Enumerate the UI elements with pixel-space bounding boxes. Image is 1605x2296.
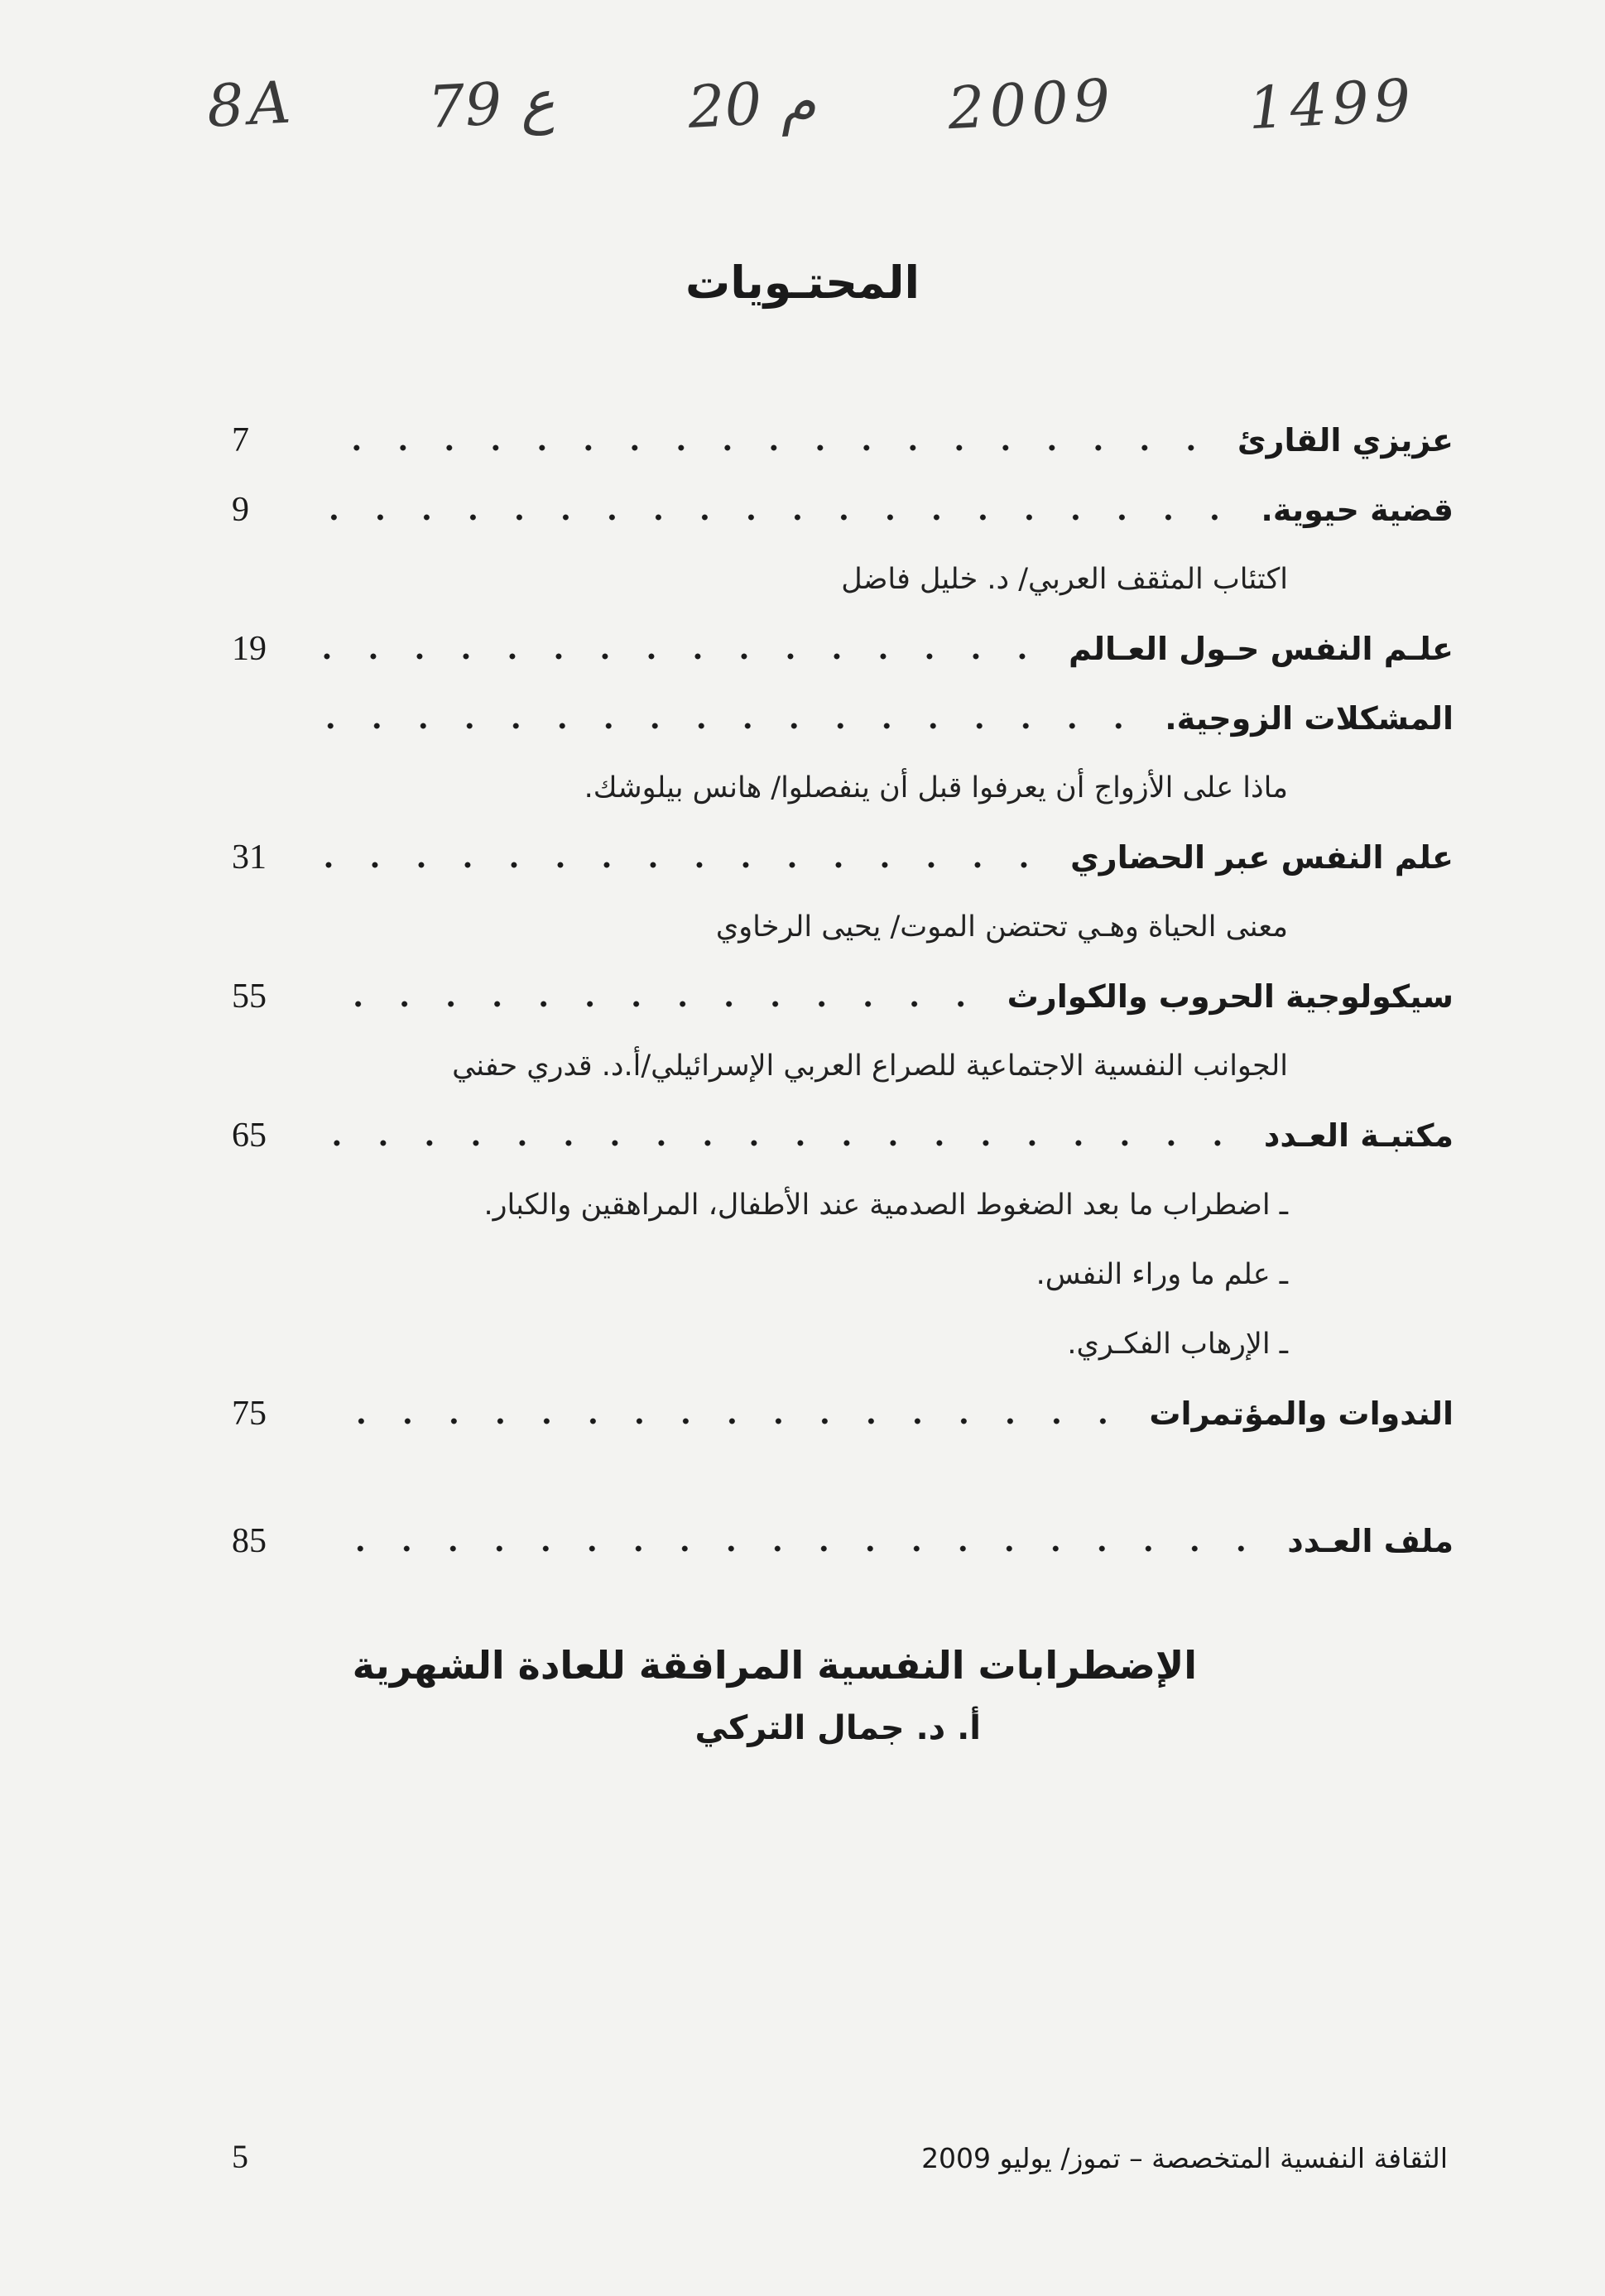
handwritten-note-3: م 20 [685, 67, 818, 142]
toc-entry-label: الجوانب النفسية الاجتماعية للصراع العربي الإسرائيلي/أ.د. قدري حفني [452, 1050, 1288, 1083]
footer-journal-info: الثقافة النفسية المتخصصة – تموز/ يوليو 2009 [921, 2142, 1448, 2174]
page-title: المحتـويات [685, 257, 920, 309]
toc-subentry [232, 1240, 1454, 1309]
dot-leader [321, 443, 1214, 453]
toc-entry-label: اكتئاب المثقف العربي/ د. خليل فاضل [841, 563, 1288, 596]
dot-leader [321, 721, 1141, 731]
toc-entry [232, 1101, 1454, 1170]
toc-entry-label: ـ اضطراب ما بعد الضغوط الصدمية عند الأطفال، المراهقين والكبار. [483, 1189, 1288, 1222]
toc-entry-label: علـم النفس حـول العـالم [1068, 631, 1454, 667]
toc-entry-label: مكتبـة العـدد [1263, 1117, 1454, 1154]
toc-subentry [232, 1170, 1454, 1240]
toc-entry-label: ملف العـدد [1287, 1523, 1454, 1559]
toc-entry-label: عزيزي القارئ [1237, 422, 1454, 459]
toc-page-number: 19 [232, 630, 267, 668]
toc-page-number: 7 [232, 421, 249, 459]
toc-entry-label: ماذا على الأزواج أن يعرفوا قبل أن ينفصلوا/ هانس بيلوشك. [584, 771, 1288, 805]
handwritten-note-5: 8A [204, 68, 298, 141]
toc-page-number: 85 [232, 1522, 267, 1560]
toc-entry-label: قضية حيوية. [1261, 492, 1454, 528]
toc-entry-label: معنى الحياة وهـي تحتضن الموت/ يحيى الرخاوي [715, 910, 1288, 944]
dot-leader [321, 860, 1047, 870]
toc-entry-label: الندوات والمؤتمرات [1149, 1395, 1454, 1432]
toc-entry [232, 406, 1454, 475]
dot-leader [321, 512, 1237, 522]
toc-entry [232, 1379, 1454, 1448]
toc-subentry [232, 545, 1454, 614]
toc-subentry [232, 753, 1454, 823]
toc-subentry [232, 892, 1454, 962]
toc-entry [232, 684, 1454, 753]
feature-article-title: الإضطرابات النفسية المرافقة للعادة الشهرية [352, 1643, 1197, 1688]
toc-page-number: 9 [232, 491, 249, 529]
dot-leader [321, 1544, 1264, 1554]
toc-entry [232, 1506, 1454, 1576]
handwritten-annotation [204, 65, 1418, 143]
toc-page-number: 55 [232, 977, 267, 1016]
toc-entry [232, 614, 1454, 684]
dot-leader [321, 651, 1045, 661]
toc-entry-label: ـ علم ما وراء النفس. [1036, 1258, 1288, 1291]
toc-entry-label: المشكلات الزوجية. [1165, 700, 1454, 737]
table-of-contents [232, 406, 1454, 1576]
dot-leader [321, 999, 984, 1009]
toc-entry [232, 823, 1454, 892]
handwritten-note-1: 1499 [1246, 65, 1418, 143]
toc-entry [232, 475, 1454, 545]
toc-entry-label: سيكولوجية الحروب والكوارث [1007, 978, 1454, 1015]
toc-entry-label: علم النفس عبر الحضاري [1069, 839, 1454, 876]
toc-page-number: 75 [232, 1395, 267, 1433]
dot-leader [321, 1138, 1241, 1148]
handwritten-note-2: 2009 [946, 65, 1117, 143]
dot-leader [321, 1416, 1126, 1426]
handwritten-note-4: ع 79 [426, 67, 557, 142]
footer-page-number: 5 [232, 2138, 248, 2175]
toc-subentry [232, 1309, 1454, 1379]
toc-page-number: 31 [232, 838, 267, 877]
toc-entry [232, 962, 1454, 1031]
toc-page-number: 65 [232, 1117, 267, 1155]
feature-article-author: أ. د. جمال التركي [694, 1709, 981, 1747]
toc-entry-label: ـ الإرهاب الفكـري. [1067, 1328, 1288, 1361]
toc-subentry [232, 1031, 1454, 1101]
